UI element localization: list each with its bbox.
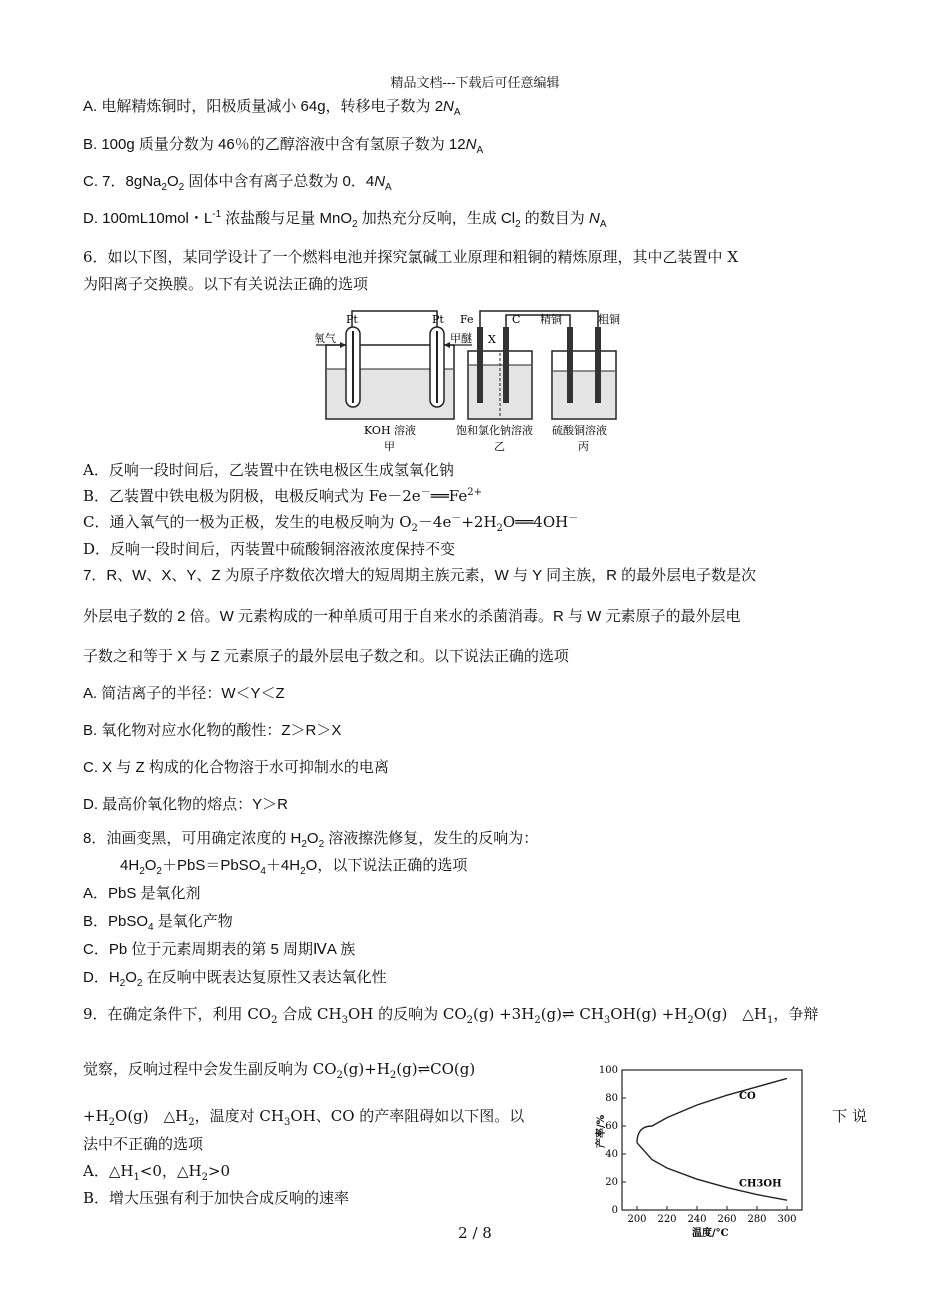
q7-stem-line3: 子数之和等于 X 与 Z 元素原子的最外层电子数之和。以下说法正确的选项 <box>83 648 569 665</box>
series-line-ch3oh <box>637 1143 787 1200</box>
q8-option-d: D．$H_2O_2$ 在反响中既表达复原性又表达氧化性 <box>83 969 387 989</box>
q7-stem-line2: 外层电子数的 2 倍。W 元素构成的一种单质可用于自来水的杀菌消毒。R 与 W 元素原子的最外层电 <box>83 608 741 625</box>
q7-option-a: A. 简洁离子的半径：W＜Y＜Z <box>83 685 285 702</box>
q7-stem-line1: 7．R、W、X、Y、Z 为原子序数依次增大的短周期主族元素，W 与 Y 同主族，R 的最外层电子数是次 <box>83 567 757 584</box>
page-header: 精品文档---下载后可任意编辑 <box>390 75 560 90</box>
q9-option-b: B．增大压强有利于加快合成反响的速率 <box>83 1189 350 1207</box>
q9-stem-line4: 法中不正确的选项 <box>83 1135 204 1153</box>
q7-option-b: B. 氧化物对应水化物的酸性：Z＞R＞X <box>83 722 342 739</box>
fig-label-fe: Fe <box>460 313 474 326</box>
q9-stem-line2: 觉察，反响过程中会发生副反响为 $CO_2(g)+H_2(g)\rightleftharpoons CO(g)$ <box>83 1060 476 1081</box>
y-axis-label: 产率/% <box>596 1114 607 1148</box>
q9-stem-line3-right: 下 说 <box>832 1107 867 1125</box>
x-tick-label: 220 <box>657 1214 677 1225</box>
q6-option-a: A．反响一段时间后，乙装置中在铁电极区生成氢氧化钠 <box>83 461 454 479</box>
fig-label-c: C <box>512 313 521 326</box>
fig-label-oxygen: 氧气 <box>314 332 336 345</box>
y-tick-label: 80 <box>605 1093 618 1104</box>
x-tick-label: 240 <box>687 1214 707 1225</box>
page-number: 2 / 8 <box>458 1224 492 1242</box>
q9-stem-line1: 9．在确定条件下，利用 $CO_2$ 合成 $CH_3OH$ 的反响为 $CO_2(g)$ $+3H_2(g)\rightleftharpoons$ $CH_3OH(g) +H_2O(g)$ $\triangle H_1$，争辩 <box>83 1005 819 1026</box>
q6-stem-line1: 6．如以下图，某同学设计了一个燃料电池并探究氯碱工业原理和粗铜的精炼原理，其中乙装置中 X <box>83 248 738 266</box>
y-tick-label: 60 <box>605 1121 618 1132</box>
fig-label-pt-left: Pt <box>346 313 358 326</box>
series-line-co <box>637 1078 787 1142</box>
y-tick-label: 0 <box>611 1205 618 1216</box>
q6-stem-line2: 为阳离子交换膜。以下有关说法正确的选项 <box>83 275 369 293</box>
fig-label-ether: 甲醚 <box>450 332 472 345</box>
fig-label-nacl: 饱和氯化钠溶液 <box>456 424 533 437</box>
q9-stem-line3-left: $+H_2O(g)$ $\triangle H_2$，温度对 $CH_3OH$、CO 的产率阻碍如以下图。以 <box>83 1107 525 1128</box>
q8-option-a: A．PbS 是氧化剂 <box>83 885 201 902</box>
series-label-co: CO <box>739 1090 756 1102</box>
q8-equation: $4H_2O_2+PbS=PbSO_4+4H_2O$，以下说法正确的选项 <box>120 857 468 877</box>
electrochem-apparatus-figure <box>312 307 642 455</box>
q5-option-a: A. 电解精炼铜时，阳极质量减小 64g，转移电子数为 $2N_A$ <box>83 98 461 118</box>
equilibrium-arrow: ⇌ <box>417 1060 431 1078</box>
fig-label-cuso4: 硫酸铜溶液 <box>552 424 607 437</box>
q6-option-d: D．反响一段时间后，丙装置中硫酸铜溶液浓度保持不变 <box>83 540 456 558</box>
x-tick-label: 300 <box>777 1214 797 1225</box>
q5-option-c: C. 7．$8gNa_2O_2$ 固体中含有离子总数为 0．$4N_A$ <box>83 173 392 193</box>
fig-label-pt-right: Pt <box>432 313 444 326</box>
fig-label-yi: 乙 <box>494 440 505 453</box>
fig-label-koh: KOH 溶液 <box>364 424 417 437</box>
fig-label-jia: 甲 <box>384 440 395 453</box>
y-tick-label: 40 <box>605 1149 618 1160</box>
x-tick-label: 200 <box>627 1214 647 1225</box>
x-tick-label: 280 <box>747 1214 767 1225</box>
q7-option-c: C. X 与 Z 构成的化合物溶于水可抑制水的电离 <box>83 759 389 776</box>
series-label-ch3oh: CH3OH <box>739 1178 782 1190</box>
q7-option-d: D. 最高价氧化物的熔点：Y＞R <box>83 796 289 813</box>
q6-option-b: B．乙装置中铁电极为阴极，电极反响式为 $Fe-2e^-══Fe^{2+}$ <box>83 487 482 505</box>
fig-label-x: X <box>488 333 496 346</box>
fig-label-refined-cu: 精铜 <box>540 313 562 326</box>
x-axis-label: 温度/°C <box>692 1228 729 1239</box>
fig-label-crude-cu: 粗铜 <box>598 313 620 326</box>
q8-option-c: C．Pb 位于元素周期表的第 5 周期ⅣA 族 <box>83 941 356 958</box>
q8-option-b: B．PbSO$_4$ 是氧化产物 <box>83 913 233 933</box>
q6-option-c: C．通入氧气的一极为正极，发生的电极反响为 $O_2-4e^-+2H_2O══4OH^-$ <box>83 513 579 534</box>
x-tick-label: 260 <box>717 1214 737 1225</box>
q9-option-a: A．$\triangle H_1<0$，$\triangle H_2>0$ <box>83 1162 231 1183</box>
y-tick-label: 100 <box>598 1065 618 1076</box>
fig-label-bing: 丙 <box>578 440 589 453</box>
equilibrium-arrow: ⇌ <box>562 1005 575 1023</box>
q8-stem: 8．油画变黑，可用确定浓度的 $H_2O_2$ 溶液擦洗修复，发生的反响为： <box>83 830 539 850</box>
q5-option-b: B. 100g 质量分数为 46％的乙醇溶液中含有氢原子数为 $12N_A$ <box>83 136 484 156</box>
q5-option-d: D. 100mL10mol・$L^{-1}$ 浓盐酸与足量 MnO$_2$ 加热充分反响，生成 $Cl_2$ 的数目为 $N_A$ <box>83 209 607 230</box>
yield-vs-temperature-chart <box>582 1062 812 1239</box>
y-tick-label: 20 <box>605 1177 618 1188</box>
